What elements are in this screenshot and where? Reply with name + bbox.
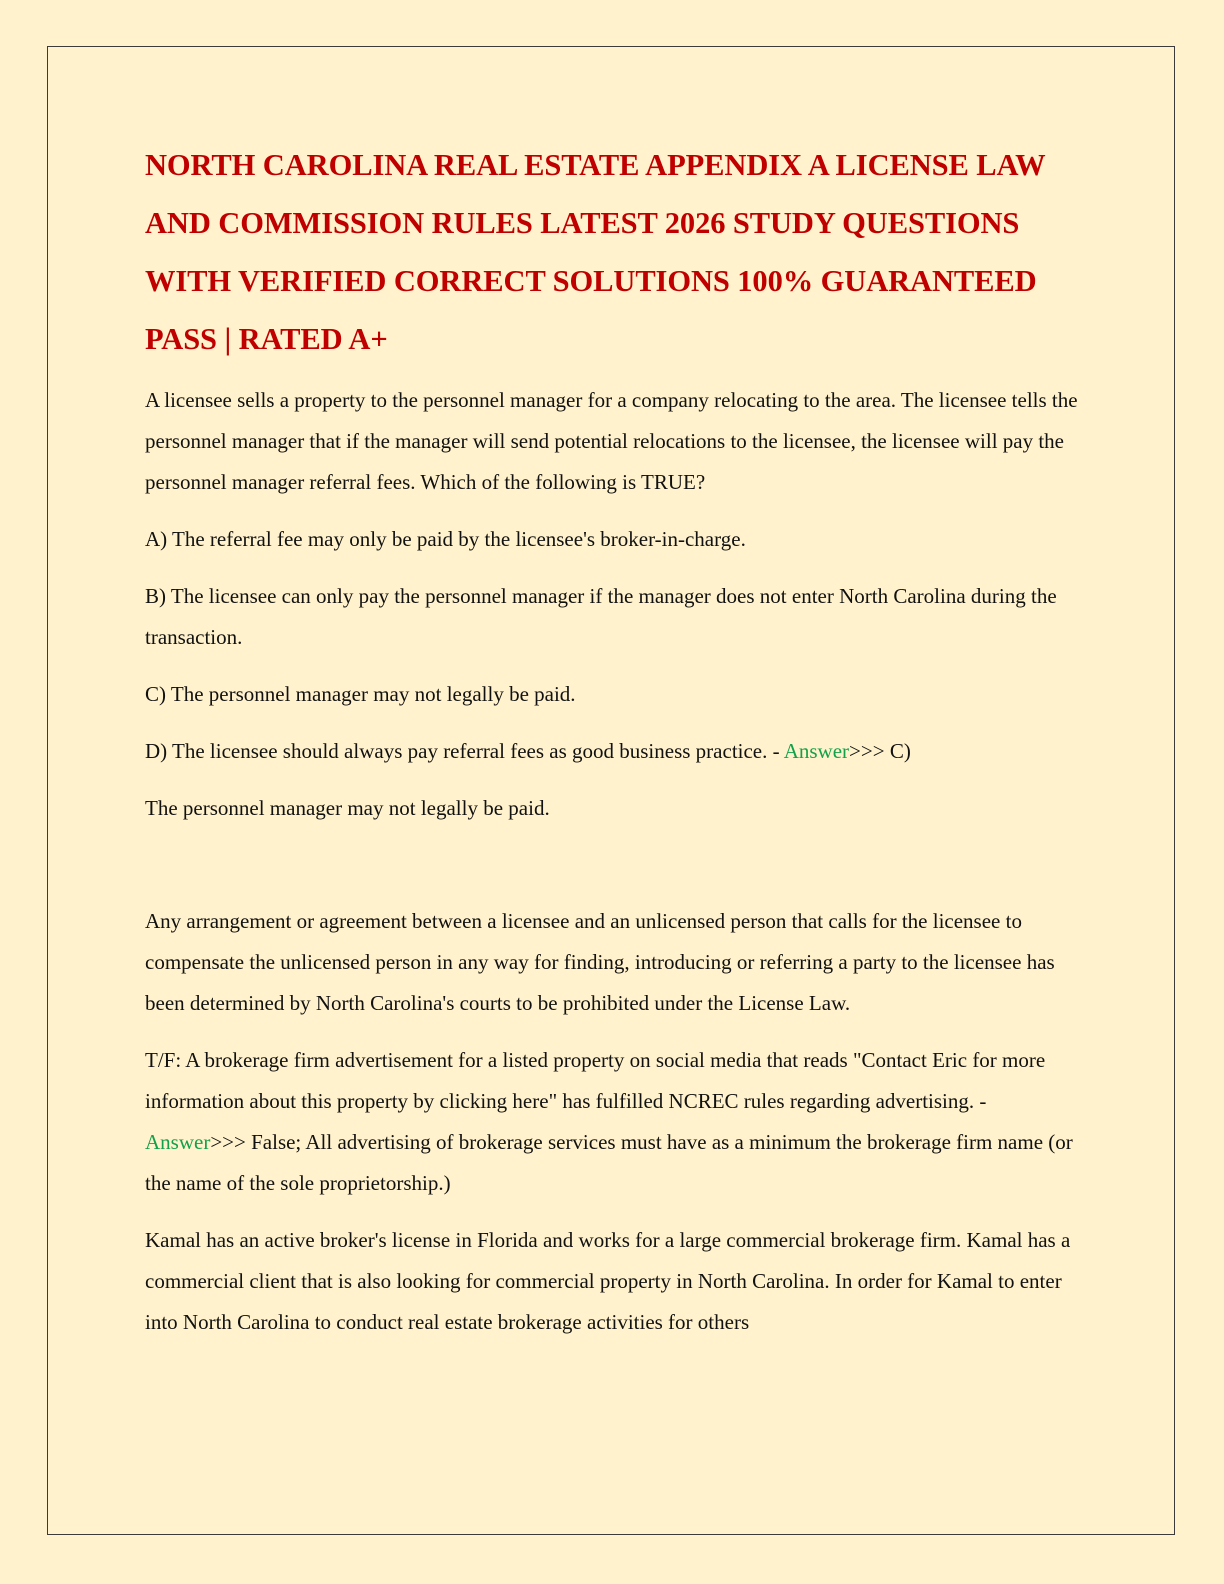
- question-1-option-a: A) The referral fee may only be paid by the licensee's broker-in-charge.: [145, 527, 746, 551]
- document-body: [145, 136, 1080, 1359]
- question-1-answer: The personnel manager may not legally be paid.: [145, 796, 550, 820]
- question-1-option-d: [145, 731, 1080, 772]
- question-3-text: Kamal has an active broker's license in Florida and works for a large commercial brokerage firm. Kamal has a commercial client that is also looking for commercial property in North Carolina. In order for Kamal to enter into North Carolina to conduct real estate brokerage activities for others: [145, 1228, 1071, 1334]
- question-2-text: [145, 1040, 1080, 1204]
- question-1-option-c: C) The personnel manager may not legally be paid.: [145, 682, 576, 706]
- answer-marker: >>> C): [849, 739, 911, 763]
- question-1-option-d-text: D) The licensee should always pay referral fees as good business practice. -: [145, 739, 784, 763]
- spacer: [145, 845, 1080, 901]
- document-title: NORTH CAROLINA REAL ESTATE APPENDIX A LICENSE LAW AND COMMISSION RULES LATEST 2026 STUDY QUESTIONS WITH VERIFIED CORRECT SOLUTIONS 100% GUARANTEED PASS | RATED A+: [145, 148, 1045, 356]
- answer-label: Answer: [783, 739, 850, 763]
- question-1-text: A licensee sells a property to the personnel manager for a company relocating to the area. The licensee tells the personnel manager that if the manager will send potential relocations to the licensee, the licensee will pay the personnel manager referral fees. Which of the following is TRUE?: [145, 388, 1078, 494]
- question-1-option-b: B) The licensee can only pay the personnel manager if the manager does not enter North Carolina during the transaction.: [145, 584, 1057, 649]
- question-2-question: T/F: A brokerage firm advertisement for a listed property on social media that reads "Contact Eric for more information about this property by clicking here" has fulfilled NCREC rules regarding advertising. -: [145, 1048, 1046, 1113]
- question-1-explanation: Any arrangement or agreement between a licensee and an unlicensed person that calls for the licensee to compensate the unlicensed person in any way for finding, introducing or referring a party to the licensee has been determined by North Carolina's courts to be prohibited under the License Law.: [145, 909, 1055, 1015]
- question-2-answer: >>> False; All advertising of brokerage services must have as a minimum the brokerage firm name (or the name of the sole proprietorship.): [145, 1130, 1073, 1195]
- answer-label: Answer: [145, 1130, 211, 1154]
